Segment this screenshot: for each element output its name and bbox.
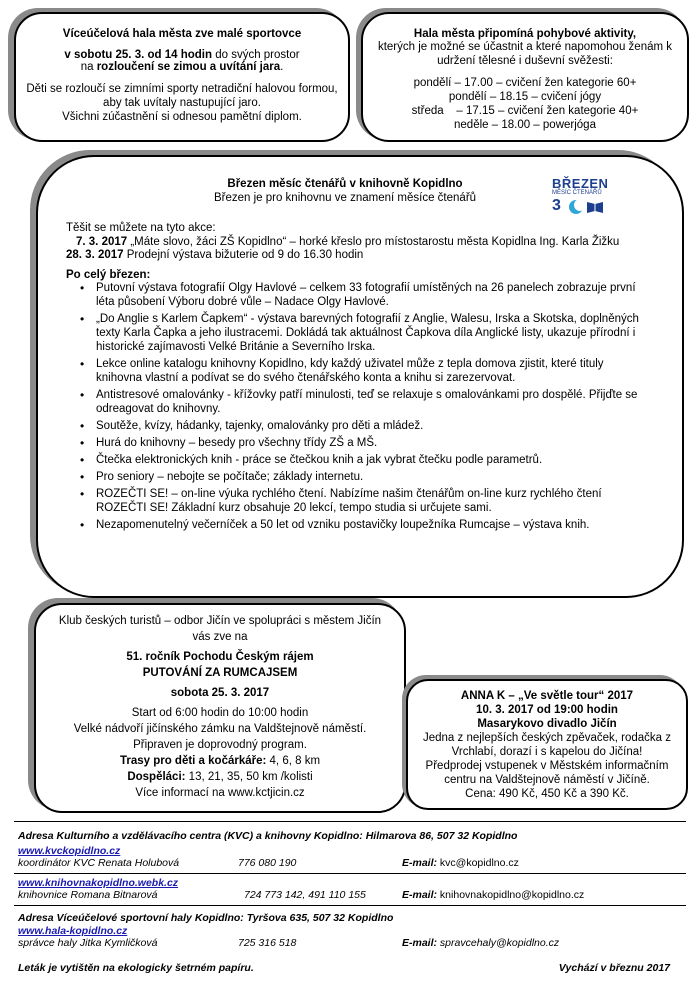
moon-icon <box>568 199 584 215</box>
footer-divider <box>14 821 686 822</box>
footer-phone: 724 773 142, 491 110 155 <box>244 889 366 901</box>
activity-row: pondělí – 17.00 – cvičení žen kategorie 60+ <box>413 77 637 89</box>
email-label: E-mail: <box>402 857 438 869</box>
concert-price: Cena: 490 Kč, 450 Kč a 390 Kč. <box>465 788 629 800</box>
footer-address-kvc: Adresa Kulturního a vzdělávacího centra (KVC) a knihovny Kopidlno: Hilmarova 86, 507 32 Kopidlno <box>18 830 518 842</box>
sport-date-rest: do svých prostor <box>212 49 300 61</box>
tourists-date: sobota 25. 3. 2017 <box>170 687 270 699</box>
footer-address-hall: Adresa Víceúčelové sportovní haly Kopidlno: Tyršova 635, 507 32 Kopidlno <box>18 912 394 924</box>
concert-when: 10. 3. 2017 od 19:00 hodin <box>476 704 618 716</box>
logo-mark <box>552 199 612 215</box>
event-row <box>66 236 666 250</box>
tourists-adults <box>42 769 398 785</box>
event-date: 7. 3. 2017 <box>76 235 128 248</box>
logo-word: BŘEZEN <box>552 176 609 191</box>
list-item: • Nezapomenutelný večerníček a 50 let od vzniku postavičky loupežníka Rumcajse – výstava knih. <box>72 518 652 532</box>
activity-row: pondělí – 18.15 – cvičení jógy <box>448 91 602 103</box>
sport-diploma: Všichni zúčastnění si odnesou pamětní diplom. <box>62 111 302 123</box>
sport-event-pre: na <box>80 61 97 73</box>
tourists-box <box>34 603 406 813</box>
list-item: • ROZEČTI SE! – on-line výuka rychlého čtení. Nabízíme našim čtenářům on-line kurz rychlého čtení ROZEČTI SE! Základní kurz obsahuje 20 lekcí, tempo studia si určujete sami. <box>72 487 652 515</box>
concert-title: ANNA K – „Ve světle tour“ 2017 <box>460 690 634 702</box>
list-item: • Hurá do knihovny – besedy pro všechny třídy ZŠ a MŠ. <box>72 436 652 450</box>
link-library[interactable]: www.knihovnakopidlno.webk.cz <box>18 877 179 889</box>
footer-person: knihovnice Romana Bitnarová <box>18 889 158 901</box>
event-text: „Máte slovo, žáci ZŠ Kopidlno“ – horké křeslo pro místostarostu města Kopidlna Ing. Karla Žižku <box>127 235 620 248</box>
email-label: E-mail: <box>402 937 438 949</box>
footer-phone: 725 316 518 <box>238 937 297 949</box>
footer-divider <box>14 873 686 874</box>
footer-email-row <box>402 889 584 901</box>
brezen-logo <box>552 176 612 224</box>
tourists-line2: vás zve na <box>192 631 248 643</box>
list-item: • Čtečka elektronických knih - práce se čtečkou knih a jak vybrat čtečku podle parametrů. <box>72 453 652 467</box>
footer-issued: Vychází v březnu 2017 <box>558 962 670 974</box>
library-list <box>72 281 652 532</box>
event-row <box>66 249 666 263</box>
library-title: Březen měsíc čtenářů v knihovně Kopidlno <box>227 178 463 190</box>
concert-box <box>406 679 688 810</box>
routes-label: Trasy pro děti a kočárkáře: <box>119 755 267 767</box>
footer-phone: 776 080 190 <box>238 857 297 869</box>
sport-box <box>14 12 350 142</box>
link-kvc[interactable]: www.kvckopidlno.cz <box>18 845 121 857</box>
activity-row: neděle – 18.00 – powerjóga <box>454 119 596 131</box>
book-icon <box>586 200 604 214</box>
concert-where: Masarykovo divadlo Jičín <box>477 718 617 730</box>
adults-label: Dospěláci: <box>127 771 186 783</box>
adults-value: 13, 21, 35, 50 km /kolisti <box>185 771 313 783</box>
library-subtitle: Březen je pro knihovnu ve znamení měsíce čtenářů <box>213 192 477 204</box>
routes-value: 4, 6, 8 km <box>266 755 321 767</box>
list-item: • „Do Anglie s Karlem Čapkem“ - výstava barevných fotografií z Anglie, Walesu, Irska a Skotska, doplněných texty Karla Čapka a jeho ilustracemi. Dokládá tak aktuálnost Čapkova díla Anglické listy, ukazuje přírodní i historické zajímavosti Velké Británie a Severního Irska. <box>72 312 652 354</box>
sport-event: rozloučení se zimou a uvítání jara <box>96 61 281 73</box>
footer-email-row <box>402 937 559 949</box>
tourists-name: PUTOVÁNÍ ZA RUMCAJSEM <box>142 667 298 679</box>
tourists-line1: Klub českých turistů – odbor Jičín ve spolupráci s městem Jičín <box>58 615 382 627</box>
email-kvc[interactable]: kvc@kopidlno.cz <box>437 857 519 869</box>
tourists-place: Velké nádvoří jičínského zámku na Valdštejnově náměstí. <box>73 723 367 735</box>
tourists-info: Více informací na www.kctjicin.cz <box>135 787 305 799</box>
concert-desc: Jedna z nejlepších českých zpěvaček, rodačka z Vrchlabí, dorazí i s kapelou do Jičína! <box>422 732 672 758</box>
event-text: Prodejní výstava bižuterie od 9 do 16.30 hodin <box>123 249 364 261</box>
sport-event-line <box>26 61 338 73</box>
list-item: • Soutěže, kvízy, hádanky, tajenky, omalovánky pro děti a mládež. <box>72 419 652 433</box>
email-label: E-mail: <box>402 889 438 901</box>
tourists-start: Start od 6:00 hodin do 10:00 hodin <box>131 707 309 719</box>
footer-email-row <box>402 857 519 869</box>
sport-date: v sobotu 25. 3. od 14 hodin <box>64 49 213 61</box>
email-library[interactable]: knihovnakopidlno@kopidlno.cz <box>437 889 585 901</box>
sport-date-line <box>26 49 338 61</box>
footer-divider <box>14 905 686 906</box>
tourists-routes <box>42 753 398 769</box>
logo-sub: MĚSÍC ČTENÁŘŮ <box>552 190 602 196</box>
email-hall[interactable]: spravcehaly@kopidlno.cz <box>437 937 560 949</box>
footer-eco-note: Leták je vytištěn na ekologicky šetrném papíru. <box>18 962 254 974</box>
sport-title: Víceúčelová hala města zve malé sportovce <box>62 28 302 40</box>
sport-event-post: . <box>280 61 284 73</box>
concert-presale: Předprodej vstupenek v Městském informačním centru na Valdštejnově náměstí v Jičíně. <box>425 760 669 786</box>
activity-row: středa – 17.15 – cvičení žen kategorie 40+ <box>411 105 639 117</box>
library-intro: Těšit se můžete na tyto akce: <box>66 222 216 234</box>
footer-person: koordinátor KVC Renata Holubová <box>18 857 180 869</box>
activity-box <box>361 12 689 142</box>
link-hall[interactable]: www.hala-kopidlno.cz <box>18 925 128 937</box>
event-date: 28. 3. 2017 <box>66 249 124 261</box>
list-item: • Putovní výstava fotografií Olgy Havlové – celkem 33 fotografií umístěných na 26 panelech zobrazuje první léta působení Výboru dobré vůle – Nadace Olgy Havlové. <box>72 281 652 309</box>
sport-body: Děti se rozloučí se zimními sporty netradiční halovou formou, aby tak uvítaly nastupující jaro. <box>26 83 338 109</box>
footer-person: správce haly Jitka Kymličková <box>18 937 158 949</box>
tourists-program: Připraven je doprovodný program. <box>133 739 307 751</box>
list-item: • Antistresové omalovánky - křížovky patří minulosti, teď se relaxuje s omalovánkami pro dospělé. Přijďte se odreagovat do knihovny. <box>72 388 652 416</box>
activity-intro: kterých je možné se účastnit a které napomohou ženám k udržení tělesné i duševní svěžesti: <box>377 41 673 67</box>
logo-number: 3 <box>552 197 561 214</box>
tourists-edition: 51. ročník Pochodu Českým rájem <box>126 651 314 663</box>
activity-title: Hala města připomíná pohybové aktivity, <box>413 28 637 40</box>
whole-month-heading: Po celý březen: <box>66 268 151 281</box>
list-item: • Lekce online katalogu knihovny Kopidlno, kdy každý uživatel může z tepla domova zjistit, které tituly knihovna vlastní a podívat se do svého čtenářského konta a knihu si zarezervovat. <box>72 357 652 385</box>
list-item: • Pro seniory – nebojte se počítače; základy internetu. <box>72 470 652 484</box>
